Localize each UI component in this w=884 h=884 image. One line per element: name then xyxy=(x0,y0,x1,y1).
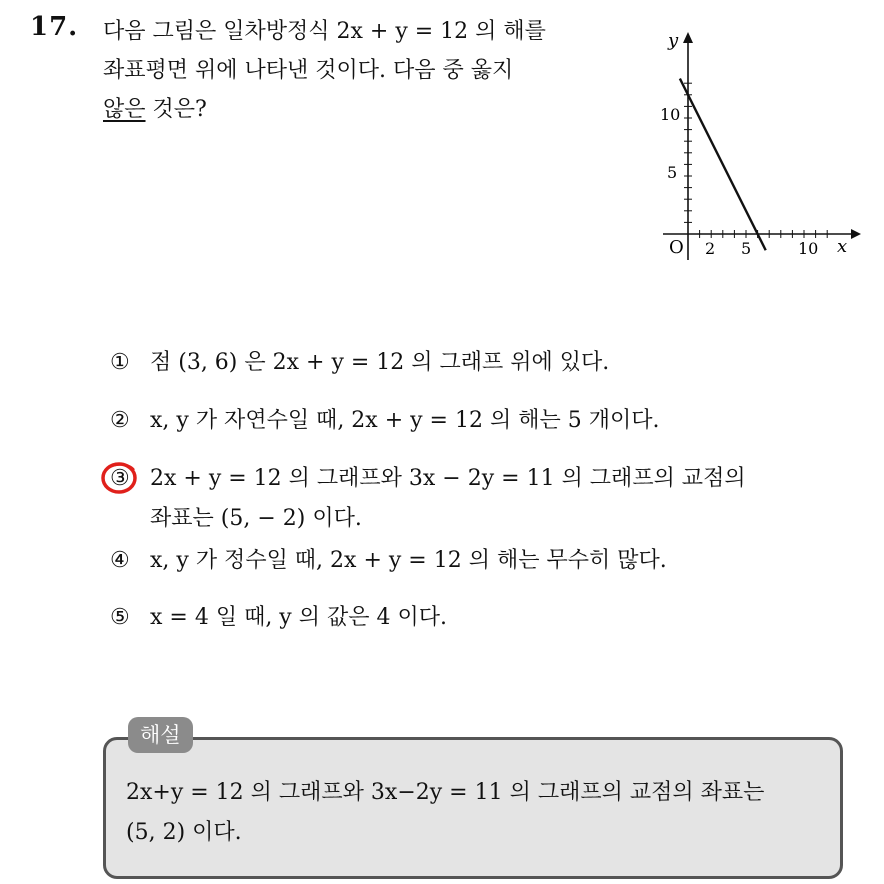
choice-3-line-2: 좌표는 (5, − 2) 이다. xyxy=(150,506,362,531)
choice-1[interactable] xyxy=(110,345,609,376)
choice-5[interactable] xyxy=(110,600,447,631)
choice-2-text: x, y 가 자연수일 때, 2x + y = 12 의 해는 5 개이다. xyxy=(150,408,660,433)
question-number: 17. xyxy=(30,12,79,42)
y-axis-label: y xyxy=(668,30,679,51)
explanation-line-2: (5, 2) 이다. xyxy=(126,820,242,845)
choice-4-text: x, y 가 정수일 때, 2x + y = 12 의 해는 무수히 많다. xyxy=(150,548,667,573)
stem-line-1: 다음 그림은 일차방정식 2x + y = 12 의 해를 xyxy=(103,19,546,44)
question-stem xyxy=(103,12,633,129)
y-tick-label-10: 10 xyxy=(660,105,681,124)
x-axis-label: x xyxy=(837,236,848,257)
choice-3-mark: ③ xyxy=(110,466,130,491)
x-tick-label-5: 5 xyxy=(741,239,752,258)
y-tick-label-5: 5 xyxy=(667,163,678,182)
choice-2[interactable] xyxy=(110,403,659,434)
explanation-text xyxy=(126,773,836,853)
choice-5-mark: ⑤ xyxy=(110,605,130,630)
choice-1-mark: ① xyxy=(110,350,130,375)
y-axis-arrow xyxy=(683,32,693,43)
choice-4[interactable] xyxy=(110,543,667,574)
answer-circle-icon xyxy=(99,460,139,496)
choice-4-mark: ④ xyxy=(110,548,130,573)
explanation-tag: 해설 xyxy=(128,717,193,753)
choice-1-text: 점 (3, 6) 은 2x + y = 12 의 그래프 위에 있다. xyxy=(150,350,610,375)
choice-3-line-1: 2x + y = 12 의 그래프와 3x − 2y = 11 의 그래프의 교점의 xyxy=(150,466,746,491)
x-tick-label-10: 10 xyxy=(798,239,819,258)
explanation-line-1: 2x+y = 12 의 그래프와 3x−2y = 11 의 그래프의 교점의 좌표는 xyxy=(126,780,765,805)
coordinate-graph xyxy=(655,24,875,274)
stem-underlined-word: 않은 xyxy=(103,97,146,122)
graph-line-2x-plus-y-eq-12 xyxy=(680,79,766,251)
x-tick-label-2: 2 xyxy=(705,239,716,258)
choice-2-mark: ② xyxy=(110,408,130,433)
stem-line-3 xyxy=(103,90,633,129)
choice-3[interactable] xyxy=(110,459,746,539)
x-axis-arrow xyxy=(851,229,861,239)
choice-5-text: x = 4 일 때, y 의 값은 4 이다. xyxy=(150,605,447,630)
stem-line-2: 좌표평면 위에 나타낸 것이다. 다음 중 옳지 xyxy=(103,58,514,83)
stem-tail: 것은? xyxy=(145,97,207,122)
axis-ticks xyxy=(684,83,827,238)
origin-label: O xyxy=(669,237,684,258)
